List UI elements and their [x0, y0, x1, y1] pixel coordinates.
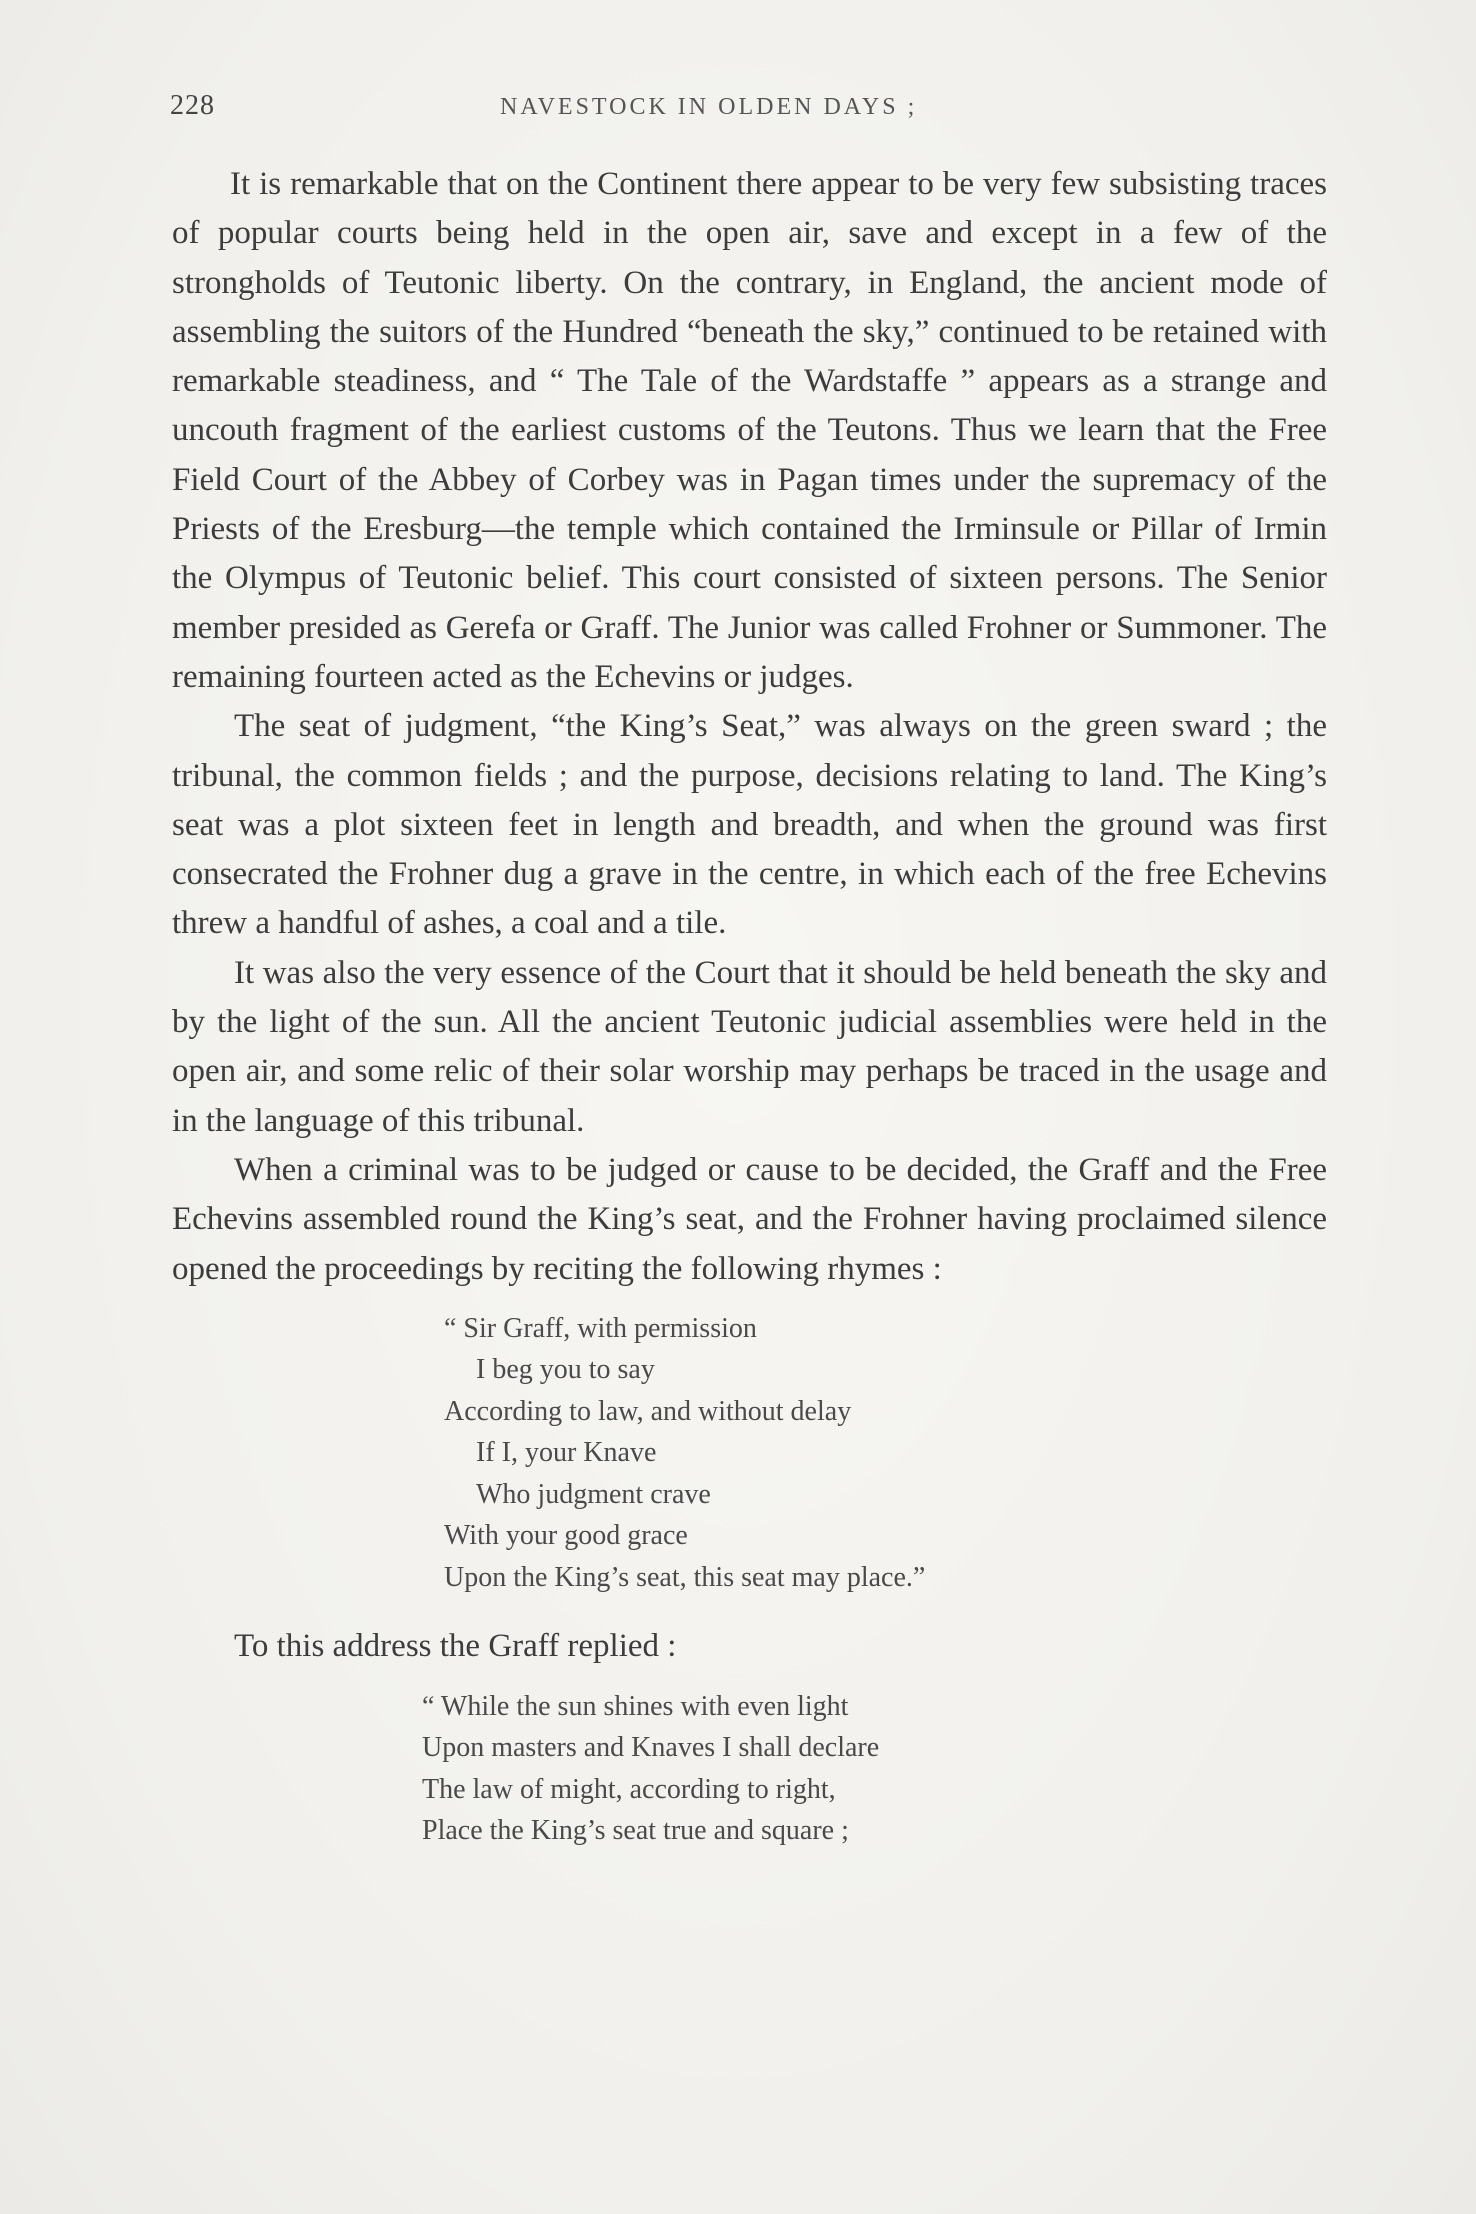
verse-line: The law of might, according to right, [422, 1773, 836, 1805]
paragraph-4: When a criminal was to be judged or cause to be decided, the Graff and the Free Echevins assembled round the King’s seat, and the Frohner having proclaimed silence opened the proceedings by reciting the following rhymes : [172, 1151, 1327, 1287]
graff-reply-intro: To this address the Graff replied : [234, 1628, 677, 1665]
verse-line: Upon the King’s seat, this seat may place.” [444, 1561, 926, 1593]
verse-line: “ While the sun shines with even light [422, 1690, 849, 1722]
paragraph-3: It was also the very essence of the Court that it should be held beneath the sky and by the light of the sun. All the ancient Teutonic judicial assemblies were held in the open air, and some relic of their solar worship may perhaps be traced in the usage and in the language of this tribunal. [172, 954, 1327, 1139]
verse-line: With your good grace [444, 1520, 688, 1552]
page-number: 228 [170, 90, 215, 121]
verse-line: I beg you to say [476, 1354, 655, 1386]
frohner-rhyme [172, 1308, 1327, 1599]
paragraph-2: The seat of judgment, “the King’s Seat,” was always on the green sward ; the tribunal, the common fields ; and the purpose, decisions relating to land. The King’s seat was a plot sixteen feet in length and breadth, and when the ground was first consecrated the Frohner dug a grave in the centre, in which each of the free Echevins threw a handful of ashes, a coal and a tile. [172, 708, 1327, 942]
graff-rhyme [172, 1686, 1327, 1852]
verse-line: Upon masters and Knaves I shall declare [422, 1732, 880, 1764]
running-head [170, 90, 1330, 130]
paragraph-1: It is remarkable that on the Continent there appear to be very few subsisting traces of popular courts being held in the open air, save and except in a few of the strongholds of Teutonic liberty. On the contrary, in England, the ancient mode of assembling the suitors of the Hundred “beneath the sky,” continued to be retained with remarkable steadiness, and “ The Tale of the Wardstaffe ” appears as a strange and uncouth fragment of the earliest customs of the Teutons. Thus we learn that the Free Field Court of the Abbey of Corbey was in Pagan times under the supremacy of the Priests of the Eresburg—the temple which contained the Irminsule or Pillar of Irmin the Olympus of Teutonic belief. This court consisted of sixteen persons. The Senior member presided as Gerefa or Graff. The Junior was called Frohner or Summoner. The remaining fourteen acted as the Echevins or judges. [172, 166, 1327, 695]
verse-line: Place the King’s seat true and square ; [422, 1815, 849, 1847]
verse-line: If I, your Knave [476, 1437, 657, 1469]
verse-line: “ Sir Graff, with permission [444, 1312, 757, 1344]
verse-line: Who judgment crave [476, 1478, 711, 1510]
running-title: NAVESTOCK IN OLDEN DAYS ; [500, 94, 918, 120]
body-text [172, 160, 1327, 1876]
verse-line: According to law, and without delay [444, 1395, 852, 1427]
